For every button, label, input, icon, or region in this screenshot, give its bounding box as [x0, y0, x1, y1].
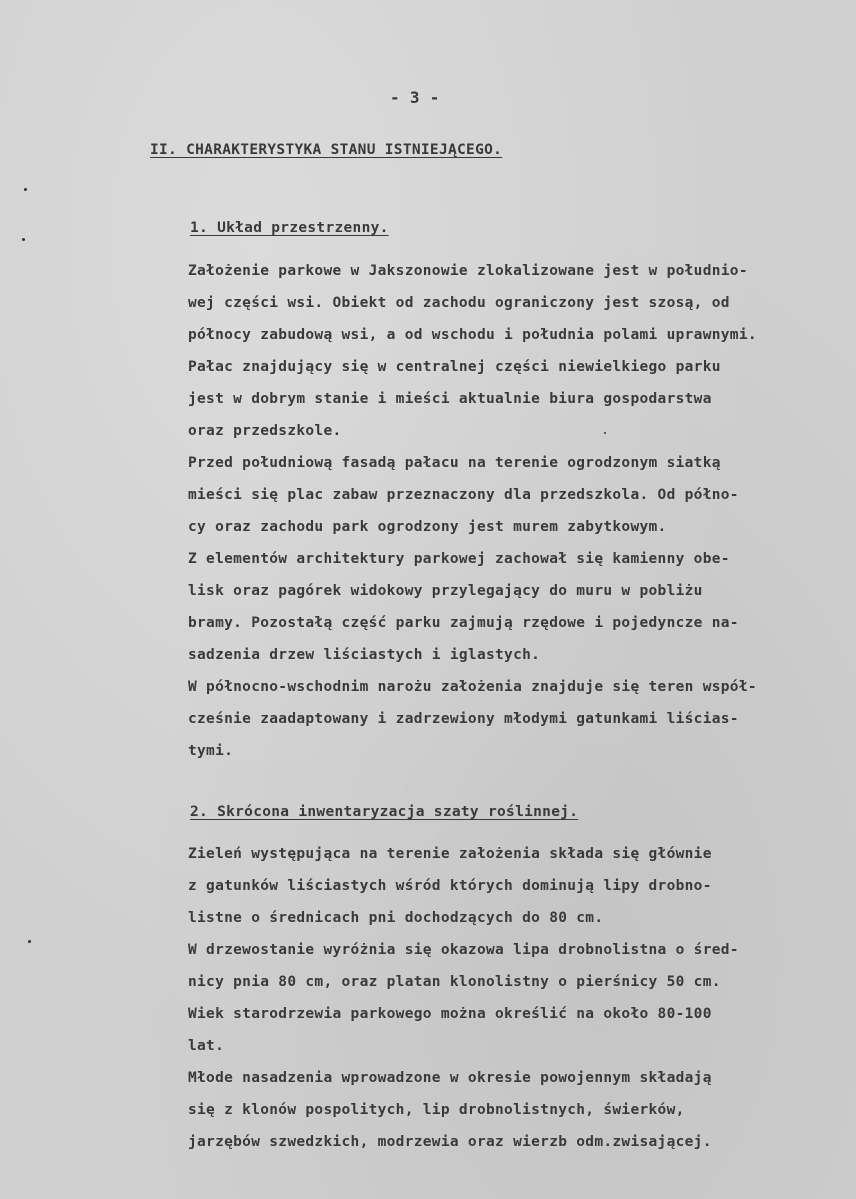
scan-speck	[22, 238, 25, 241]
text-line: cy oraz zachodu park ogrodzony jest murem zabytkowym.	[188, 519, 667, 535]
scan-speck	[24, 188, 27, 191]
scan-speck	[28, 940, 31, 943]
text-line: się z klonów pospolitych, lip drobnolistnych, świerków,	[188, 1102, 685, 1118]
text-line: oraz przedszkole.	[188, 423, 342, 439]
section-title: 1. Układ przestrzenny.	[190, 220, 389, 236]
chapter-heading: II. CHARAKTERYSTYKA STANU ISTNIEJĄCEGO.	[150, 142, 503, 158]
text-line: mieści się plac zabaw przeznaczony dla przedszkola. Od półno-	[188, 487, 739, 503]
text-line: z gatunków liściastych wśród których dominują lipy drobno-	[188, 878, 712, 894]
text-line: lisk oraz pagórek widokowy przylegający do muru w pobliżu	[188, 583, 703, 599]
text-line: Zieleń występująca na terenie założenia składa się głównie	[188, 846, 712, 862]
scan-speck	[604, 432, 606, 434]
page-number: - 3 -	[390, 88, 440, 107]
text-line: Z elementów architektury parkowej zachował się kamienny obe-	[188, 551, 730, 567]
text-line: sadzenia drzew liściastych i iglastych.	[188, 647, 541, 663]
text-line: Przed południową fasadą pałacu na terenie ogrodzonym siatką	[188, 455, 721, 471]
text-line: tymi.	[188, 743, 234, 759]
text-line: Pałac znajdujący się w centralnej części niewielkiego parku	[188, 359, 721, 375]
text-line: wej części wsi. Obiekt od zachodu ograniczony jest szosą, od	[188, 295, 730, 311]
text-line: lat.	[188, 1038, 225, 1054]
text-line: cześnie zaadaptowany i zadrzewiony młodymi gatunkami liścias-	[188, 711, 739, 727]
text-line: nicy pnia 80 cm, oraz platan klonolistny o pierśnicy 50 cm.	[188, 974, 721, 990]
text-line: Założenie parkowe w Jakszonowie zlokalizowane jest w południo-	[188, 263, 748, 279]
text-line: północy zabudową wsi, a od wschodu i południa polami uprawnymi.	[188, 327, 757, 343]
text-line: W drzewostanie wyróżnia się okazowa lipa drobnolistna o śred-	[188, 942, 739, 958]
text-line: W północno-wschodnim narożu założenia znajduje się teren współ-	[188, 679, 757, 695]
text-line: Młode nasadzenia wprowadzone w okresie powojennym składają	[188, 1070, 712, 1086]
text-line: listne o średnicach pni dochodzących do 80 cm.	[188, 910, 604, 926]
text-line: bramy. Pozostałą część parku zajmują rzędowe i pojedyncze na-	[188, 615, 739, 631]
text-line: Wiek starodrzewia parkowego można określić na około 80-100	[188, 1006, 712, 1022]
section-title: 2. Skrócona inwentaryzacja szaty roślinnej.	[190, 804, 579, 820]
text-line: jest w dobrym stanie i mieści aktualnie biura gospodarstwa	[188, 391, 712, 407]
text-line: jarzębów szwedzkich, modrzewia oraz wierzb odm.zwisającej.	[188, 1134, 712, 1150]
